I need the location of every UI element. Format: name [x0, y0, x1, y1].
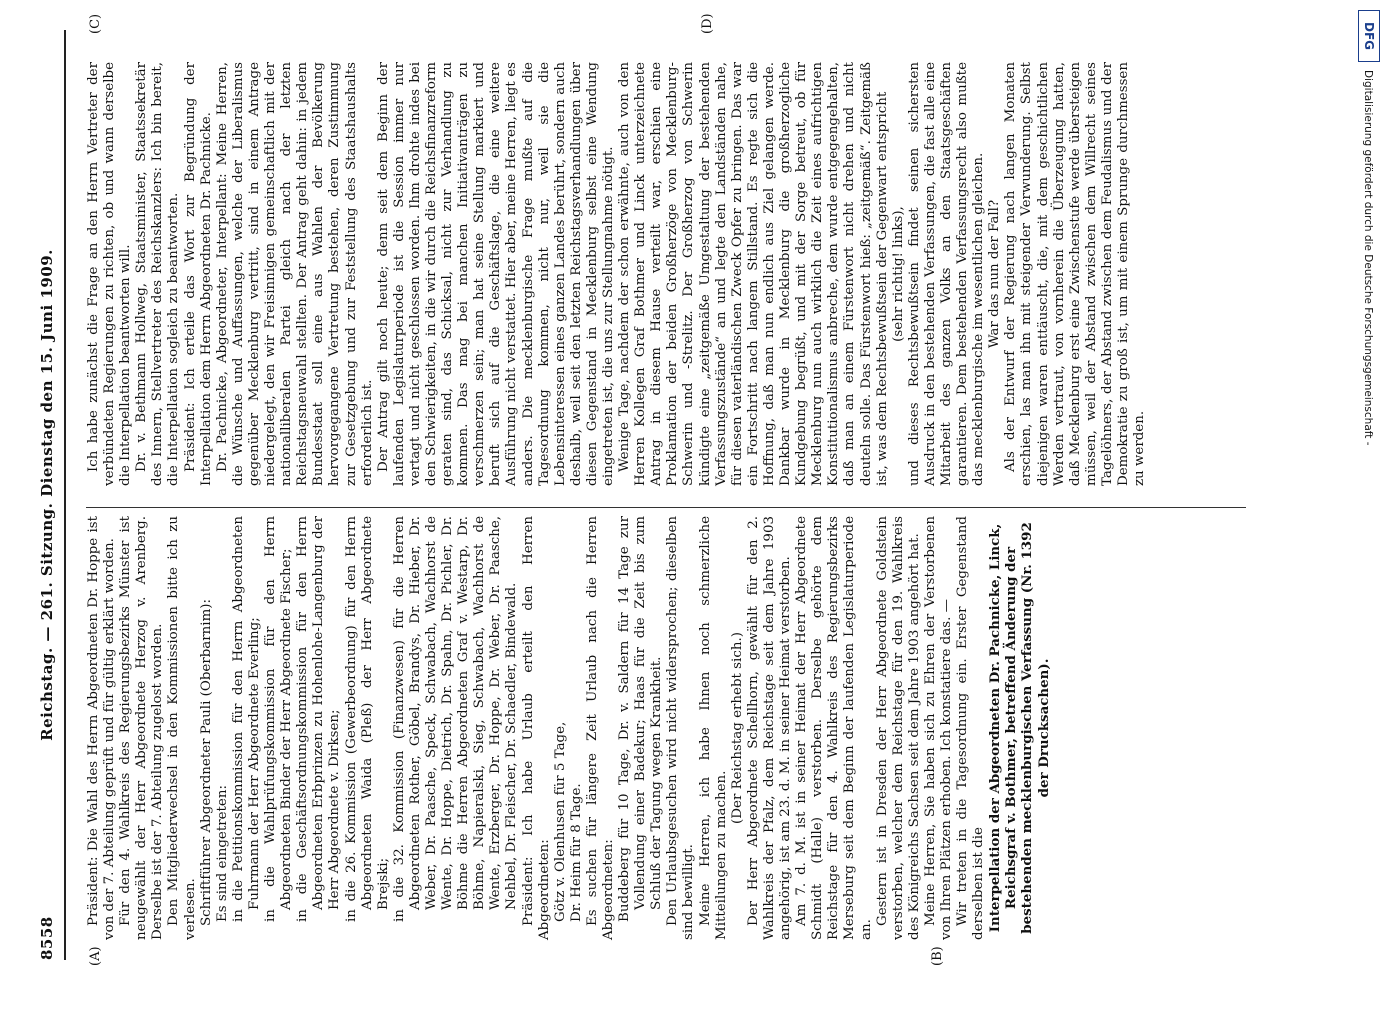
- paragraph: Präsident: Ich erteile das Wort zur Begründung der Interpellation dem Herrn Abgeordneten Dr. Pachnicke.: [182, 62, 214, 486]
- paragraph: Für den 4. Wahlkreis des Regierungsbezirks Münster ist neugewählt der Herr Abgeordnete Herzog v. Arenberg. Derselbe ist der 7. Abteilung zugelost worden.: [118, 516, 166, 940]
- paragraph: Präsident: Ich habe Urlaub erteilt den Herren Abgeordneten:: [520, 516, 552, 940]
- margin-marker-d: (D): [700, 13, 715, 34]
- paragraph: Dr. Heim für 8 Tage.: [568, 783, 584, 922]
- paragraph: Der Antrag gilt noch heute; denn seit dem Beginn der laufenden Legislaturperiode ist die Session immer nur vertagt und nicht geschlossen worden. Ihm drohte indes bei den Schwierigkeiten, in die wir durch die Reichsfinanzreform geraten sind, das Schicksal, nicht zur Verhandlung zu kommen. Das mag bei manchen Initiativanträgen zu verschmerzen sein; man hat seine Stellung markiert und beruft sich auf die Geschäftslage, die eine weitere Ausführung nicht verstattet. Hier aber, meine Herren, liegt es anders. Die mecklenburgische Frage mußte auf die Tagesordnung kommen, nicht nur, weil sie die Lebensinteressen eines ganzen Landes berührt, sondern auch deshalb, weil seit den letzten Reichstagsverhandlungen über diesen Gegenstand in Mecklenburg selbst eine Wendung eingetreten ist, die uns zur Stellungnahme nötigt.: [375, 62, 616, 486]
- paragraph: Der Herr Abgeordnete Schellhorn, gewählt für den 2. Wahlkreis der Pfalz, dem Reichstage seit dem Jahre 1903 angehörig, ist am 23. d. M. in seiner Heimat verstorben.: [745, 516, 794, 940]
- left-column: [86, 516, 1052, 940]
- page-number: 8558: [38, 916, 56, 960]
- paragraph: in die Wahlprüfungskommission für den Herrn Abgeordneten Binder der Herr Abgeordnete Fischer;: [263, 516, 295, 922]
- paragraph: War das nun der Fall?: [987, 199, 1003, 349]
- paragraph: Als der Entwurf der Regierung nach langen Monaten erschien, las man ihn mit steigender Verwunderung. Selbst diejenigen waren enttäuscht, die, mit dem geschichtlichen Werden vertraut, von vornherein die Überzeugung hatten, daß Mecklenburg erst eine Zwischenstufe werde übersteigen müssen, weil der Abstand zwischen dem Willrecht seines Tagelöhners, der Abstand zwischen dem Feudalismus und der Demokratie zu groß ist, um mit einem Sprunge durchmessen zu werden.: [1003, 62, 1148, 486]
- dfg-logo-text: DFG: [1362, 21, 1376, 50]
- paragraph: Wenige Tage, nachdem der schon erwähnte, auch von den Herren Kollegen Graf Bothmer und Linck unterzeichnete Antrag in diesem Hause verteilt war, erschien eine Proklamation der beiden Großherzöge von Mecklenburg-Schwerin und -Strelitz. Der Großherzog von Schwerin kündigte eine „zeitgemäße Umgestaltung der bestehenden Verfassungszustände“ an und legte den Landständen nahe, für diesen vaterländischen Zweck Opfer zu bringen. Das war ein Fortschritt nach langem Stillstand. Es regte sich die Hoffnung, daß man nun endlich aus Ziel gelangen werde. Dankbar wurde in Mecklenburg die großherzogliche Kundgebung begrüßt, und mit der Sorge betreut, ob für Mecklenburg nun auch wirklich die Zeit eines aufrichtigen Konstitutionalismus anbreche, dem wurde entgegengehalten, daß man an einem Fürstenwort nicht drehen und nicht deuteln solle. Das Fürstenwort hieß: „zeitgemäß“. Zeitgemäß ist, was dem Rechtsbewußtsein der Gegenwart entspricht: [617, 62, 890, 486]
- column-rule: [86, 507, 1246, 508]
- margin-marker-c: (C): [88, 13, 103, 34]
- paragraph: (sehr richtig! links),: [890, 206, 906, 342]
- paragraph: Wir treten in die Tagesordnung ein. Erster Gegenstand derselben ist die: [955, 516, 987, 940]
- digitization-credit: [1358, 10, 1380, 990]
- header-rule: [64, 30, 66, 960]
- paragraph: (Der Reichstag erhebt sich.): [729, 632, 745, 824]
- paragraph: Es suchen für längere Zeit Urlaub nach die Herren Abgeordneten:: [584, 516, 616, 940]
- paragraph: Dr. Pachnicke, Abgeordneter, Interpellant: Meine Herren, die Wünsche und Auffassungen, welche der Liberalismus gegenüber Mecklenburg vertritt, sind in einem Antrage niedergelegt, den wir Freisinnigen gemeinschaftlich mit der nationalliberalen Partei gleich nach der letzten Reichstagsneuwahl stellten. Der Antrag geht dahin: in jedem Bundesstaat soll eine aus Wahlen der Bevölkerung hervorgegangene Vertretung bestehen, deren Zustimmung zur Gesetzgebung und zur Feststellung des Staatshaushalts erforderlich ist.: [214, 62, 375, 486]
- paragraph: Den Urlaubsgesuchen wird nicht widersprochen; dieselben sind bewilligt.: [665, 516, 697, 940]
- paragraph: Präsident: Die Wahl des Herrn Abgeordneten Dr. Hoppe ist von der 7. Abteilung geprüft und für gültig erklärt worden.: [86, 516, 118, 940]
- margin-marker-b: (B): [930, 946, 945, 966]
- page-title: Reichstag. — 261. Sitzung. Dienstag den 15. Juni 1909.: [38, 249, 56, 741]
- running-head: [38, 30, 60, 960]
- paragraph: und dieses Rechtsbewußtsein findet seinen sichersten Ausdruck in den bestehenden Verfassungen, die fast alle eine Mitarbeit des ganzen Volks an den Staatsgeschäften garantieren. Dem bestehenden Verfassungsrecht also mußte das mecklenburgische im wesentlichen gleichen.: [906, 62, 987, 486]
- paragraph: Götz v. Olenhusen für 5 Tage,: [552, 721, 568, 922]
- paragraph: Am 7. d. M. ist in seiner Heimat der Herr Abgeordnete Schmidt (Halle) verstorben. Derselbe gehörte dem Reichstage für den 4. Wahlkreis des Regierungsbezirks Merseburg seit dem Beginn der laufenden Legislaturperiode an.: [794, 516, 874, 940]
- credit-text: Digitalisierung gefördert durch die Deutsche Forschungsgemeinschaft -: [1362, 70, 1374, 446]
- dfg-logo: [1358, 10, 1380, 62]
- right-column: [86, 62, 1148, 486]
- paragraph: Ich habe zunächst die Frage an den Herrn Vertreter der verbündeten Regierungen zu richten, ob und wann derselbe die Interpellation beantworten will.: [86, 62, 134, 486]
- paragraph: in die Petitionskommission für den Herrn Abgeordneten Fuhrmann der Herr Abgeordnete Everling;: [230, 516, 262, 922]
- paragraph: Es sind eingetreten:: [214, 785, 230, 922]
- paragraph: Meine Herren, ich habe Ihnen noch schmerzliche Mitteilungen zu machen.: [697, 516, 729, 940]
- paragraph: Den Mitgliederwechsel in den Kommissionen bitte ich zu verlesen.: [166, 516, 198, 940]
- paragraph: Interpellation der Abgeordneten Dr. Pachnicke, Linck, Reichsgraf v. Bothmer, betreffend Änderung der bestehenden mecklenburgischen Verfassung (Nr. 1392 der Drucksachen).: [987, 522, 1052, 934]
- paragraph: Buddeberg für 10 Tage, Dr. v. Saldern für 14 Tage zur Vollendung einer Badekur; Haas für die Zeit bis zum Schluß der Tagung wegen Krankheit.: [617, 516, 665, 922]
- paragraph: in die Geschäftsordnungskommission für den Herrn Abgeordneten Erbprinzen zu Hohenlohe-Langenburg der Herr Abgeordnete v. Dirksen;: [295, 516, 343, 922]
- paragraph: Meine Herren, Sie haben sich zu Ehren der Verstorbenen von Ihren Plätzen erhoben. Ich konstatiere das. —: [922, 516, 954, 940]
- paragraph: in die 32. Kommission (Finanzwesen) für die Herren Abgeordneten Rother, Göbel, Brandys, Dr. Hieber, Dr. Weber, Dr. Paasche, Speck, Schwabach, Wachhorst de Wente, Dr. Hoppe, Dietrich, Dr. Spahn, Dr. Pichler, Dr. Böhme die Herren Abgeordneten Graf v. Westarp, Dr. Böhme, Napieralski, Sieg, Schwabach, Wachhorst de Wente, Erzberger, Dr. Hoppe, Dr. Weber, Dr. Paasche, Nehbel, Dr. Fleischer, Dr. Schaedler, Bindewald.: [391, 516, 520, 922]
- paragraph: Gestern ist in Dresden der Herr Abgeordnete Goldstein verstorben, welcher dem Reichstage für den 19. Wahlkreis des Königreichs Sachsen seit dem Jahre 1903 angehört hat.: [874, 516, 922, 940]
- paragraph: Dr. v. Bethmann Hollweg, Staatsminister, Staatssekretär des Innern, Stellvertreter des Reichskanzlers: Ich bin bereit, die Interpellation sogleich zu beantworten.: [134, 62, 182, 486]
- margin-marker-a: (A): [88, 946, 103, 966]
- paragraph: Schriftführer Abgeordneter Pauli (Oberbarnim):: [198, 598, 214, 926]
- paragraph: in die 26. Kommission (Gewerbeordnung) für den Herrn Abgeordneten Waida (Pleß) der Herr Abgeordnete Brejski;: [343, 516, 391, 922]
